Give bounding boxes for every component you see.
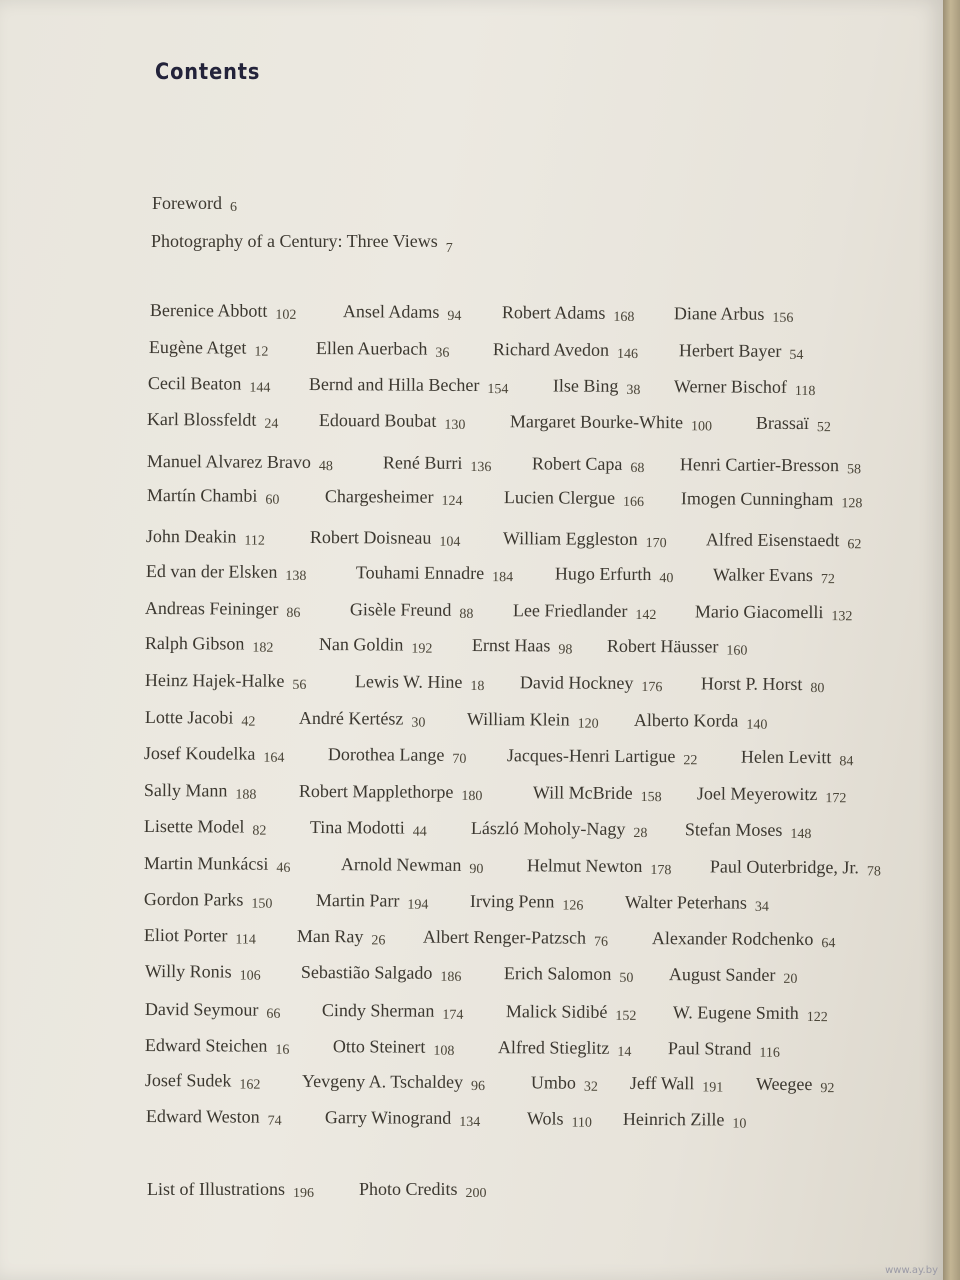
photographer-name: Alberto Korda xyxy=(633,709,739,731)
page-number: 146 xyxy=(616,346,639,362)
page-number: 94 xyxy=(447,308,462,324)
page-number: 140 xyxy=(746,717,768,733)
page-number: 142 xyxy=(635,607,657,624)
toc-entry xyxy=(328,744,467,766)
photographer-name: Alfred Stieglitz xyxy=(497,1037,610,1058)
photographer-name: Jeff Wall xyxy=(629,1072,695,1094)
photographer-name: Lewis W. Hine xyxy=(354,671,463,692)
photographer-name: Bernd and Hilla Becher xyxy=(308,373,480,396)
photographer-name: Imogen Cunningham xyxy=(680,488,834,510)
photographer-name: Ansel Adams xyxy=(342,301,440,322)
photographer-name: Heinrich Zille xyxy=(622,1108,725,1130)
toc-entry xyxy=(532,453,645,475)
toc-entry xyxy=(350,599,474,621)
page-number: 34 xyxy=(754,899,769,915)
page-number: 72 xyxy=(820,572,835,588)
photographer-name: Sebastião Salgado xyxy=(300,961,433,983)
page-number: 50 xyxy=(619,970,634,986)
toc-entry xyxy=(680,454,861,476)
page-number: 88 xyxy=(459,606,474,622)
page-number: 14 xyxy=(617,1044,632,1060)
toc-entry xyxy=(299,781,483,803)
photographer-name: David Hockney xyxy=(519,672,634,693)
toc-entry xyxy=(674,303,794,325)
page-number: 86 xyxy=(286,605,301,621)
page-number: 148 xyxy=(790,826,812,843)
toc-entry xyxy=(149,337,269,359)
photographer-name: Otto Steinert xyxy=(332,1036,426,1057)
toc-entry xyxy=(697,783,847,805)
photographer-name: Albert Renger-Patzsch xyxy=(422,926,587,948)
toc-entry xyxy=(710,856,881,878)
toc-entry xyxy=(316,890,429,912)
photographer-name: Hugo Erfurth xyxy=(554,563,652,585)
toc-entry xyxy=(146,1106,282,1128)
page-number: 168 xyxy=(613,309,635,325)
page-number: 66 xyxy=(266,1006,281,1022)
photographer-name: Garry Winogrand xyxy=(324,1107,452,1128)
page-number: 108 xyxy=(433,1043,455,1059)
page-number: 186 xyxy=(440,969,462,985)
toc-entry-page: 200 xyxy=(465,1186,487,1201)
page-number: 122 xyxy=(806,1010,828,1026)
toc-entry xyxy=(527,1108,592,1129)
toc-entry xyxy=(145,598,301,620)
photographer-name: Touhami Ennadre xyxy=(355,562,485,584)
page-number: 92 xyxy=(820,1081,835,1097)
toc-entry xyxy=(630,1073,724,1095)
photographer-name: Robert Häusser xyxy=(606,635,719,657)
photographer-name: Diane Arbus xyxy=(673,303,765,324)
photographer-name: Will McBride xyxy=(532,782,633,803)
page-number: 194 xyxy=(407,897,429,913)
page-number: 178 xyxy=(650,863,672,879)
page-number: 138 xyxy=(285,568,307,584)
photographer-name: Mario Giacomelli xyxy=(694,601,824,623)
toc-entry xyxy=(674,376,816,398)
toc-entry xyxy=(343,301,462,323)
page-number: 64 xyxy=(821,936,836,952)
photographer-name: John Deakin xyxy=(145,525,237,547)
toc-entry xyxy=(333,1036,455,1058)
toc-entry xyxy=(383,452,492,474)
photographer-name: Berenice Abbott xyxy=(149,300,268,321)
page-number: 12 xyxy=(254,344,269,360)
toc-entry xyxy=(147,485,280,507)
page-number: 144 xyxy=(249,380,271,396)
toc-entry xyxy=(355,671,485,693)
toc-entry xyxy=(555,563,674,585)
photographer-name: Edward Steichen xyxy=(144,1034,268,1056)
page-number: 116 xyxy=(759,1045,780,1061)
photographer-name: Wols xyxy=(526,1108,564,1129)
page-number: 10 xyxy=(732,1116,747,1132)
photographer-name: Helmut Newton xyxy=(526,855,643,877)
toc-entry xyxy=(341,854,484,876)
photographer-name: Lucien Clergue xyxy=(503,487,616,508)
page-number: 98 xyxy=(558,642,573,658)
page-edge xyxy=(943,0,960,1280)
photographer-name: Cindy Sherman xyxy=(321,1000,435,1021)
toc-entry xyxy=(144,853,291,875)
toc-entry xyxy=(506,1001,637,1023)
toc-entry xyxy=(706,529,862,551)
toc-entry xyxy=(493,339,638,361)
toc-entry xyxy=(319,634,433,656)
page-number: 30 xyxy=(411,715,426,731)
toc-entry xyxy=(144,925,256,947)
toc-entry-title: Foreword xyxy=(152,193,222,213)
page-number: 38 xyxy=(626,382,641,398)
photographer-name: William Klein xyxy=(466,708,570,730)
toc-entry xyxy=(316,338,450,360)
photographer-name: Eugène Atget xyxy=(148,336,247,358)
photographer-name: Martín Chambi xyxy=(146,484,258,506)
toc-entry xyxy=(359,1179,487,1200)
page-number: 18 xyxy=(470,678,485,695)
photographer-name: Irving Penn xyxy=(469,890,555,912)
toc-entry xyxy=(502,302,635,324)
page-number: 96 xyxy=(470,1078,486,1095)
photographer-name: Walker Evans xyxy=(712,564,814,586)
page-number: 126 xyxy=(562,898,584,914)
toc-entry xyxy=(533,782,662,804)
photographer-name: Lotte Jacobi xyxy=(144,706,234,728)
toc-entry xyxy=(673,1002,828,1024)
photographer-name: Robert Adams xyxy=(501,302,606,323)
photographer-name: Lisette Model xyxy=(143,815,245,837)
toc-entry xyxy=(310,527,461,549)
toc-entry xyxy=(634,710,768,732)
page-number: 118 xyxy=(794,383,816,400)
toc-entry xyxy=(309,374,509,396)
page-number: 54 xyxy=(789,347,804,363)
page-number: 128 xyxy=(841,496,863,512)
toc-entry xyxy=(471,818,648,840)
toc-entry-page: 6 xyxy=(230,200,237,215)
toc-entry xyxy=(503,528,667,550)
page-number: 60 xyxy=(265,492,280,508)
toc-entry xyxy=(144,743,285,765)
toc-entry xyxy=(510,411,712,433)
toc-entry xyxy=(147,409,279,431)
toc-entry xyxy=(145,670,307,692)
photographer-name: Josef Sudek xyxy=(144,1069,232,1091)
photographer-name: Weegee xyxy=(755,1073,813,1095)
photographer-name: Walter Peterhans xyxy=(624,891,748,913)
toc-entry xyxy=(147,1179,314,1200)
page-number: 56 xyxy=(292,677,307,693)
page-number: 42 xyxy=(241,714,256,730)
toc-entry xyxy=(504,487,644,509)
photographer-name: Nan Goldin xyxy=(318,634,404,655)
photographer-name: Andreas Feininger xyxy=(144,597,279,619)
toc-entry xyxy=(423,927,608,949)
page-number: 184 xyxy=(492,570,514,586)
photographer-name: Sally Mann xyxy=(143,779,228,801)
toc-entry xyxy=(623,1109,747,1131)
photographer-name: David Seymour xyxy=(144,998,259,1020)
toc-entry xyxy=(756,1074,835,1095)
photographer-name: Heinz Hajek-Halke xyxy=(144,669,285,691)
photographer-name: Horst P. Horst xyxy=(700,673,803,694)
page-number: 158 xyxy=(640,789,662,806)
page-number: 28 xyxy=(633,825,648,842)
page-number: 104 xyxy=(439,534,461,550)
photographer-name: Henri Cartier-Bresson xyxy=(679,454,840,476)
photographer-name: Manuel Alvarez Bravo xyxy=(146,450,311,472)
page-number: 154 xyxy=(487,382,509,398)
photographer-name: René Burri xyxy=(382,452,463,473)
toc-entry xyxy=(652,928,836,950)
photographer-name: László Moholy-Nagy xyxy=(470,817,626,839)
photographer-name: Erich Salomon xyxy=(503,963,612,984)
page-number: 90 xyxy=(469,861,484,878)
toc-entry xyxy=(756,413,831,434)
page-number: 36 xyxy=(435,345,450,361)
toc-entry xyxy=(498,1037,632,1059)
photographer-name: Malick Sidibé xyxy=(505,1001,608,1022)
page-number: 191 xyxy=(702,1080,724,1096)
photographer-name: Richard Avedon xyxy=(492,339,610,360)
photographer-name: Yevgeny A. Tschaldey xyxy=(301,1070,464,1092)
watermark: www.ay.by xyxy=(885,1265,938,1276)
page-number: 48 xyxy=(318,459,333,475)
toc-entry xyxy=(299,708,426,730)
page-number: 164 xyxy=(263,750,285,766)
toc-entry xyxy=(669,964,798,986)
toc-entry-page: 196 xyxy=(293,1186,314,1201)
toc-entry xyxy=(310,817,427,839)
toc-entry-page: 7 xyxy=(445,241,453,256)
toc-entry xyxy=(467,709,599,731)
page-number: 76 xyxy=(593,934,609,950)
page-number: 100 xyxy=(690,419,713,435)
page-title: Contents xyxy=(155,60,261,85)
page-number: 110 xyxy=(571,1115,592,1131)
page-number: 82 xyxy=(252,823,267,839)
toc-entry xyxy=(356,562,513,584)
toc-entry xyxy=(553,375,641,397)
page-number: 156 xyxy=(772,310,794,326)
photographer-name: Umbo xyxy=(530,1072,576,1093)
toc-entry xyxy=(527,855,672,877)
toc-entry xyxy=(302,1071,485,1093)
toc-entry xyxy=(472,635,573,657)
toc-entry-title: Photo Credits xyxy=(359,1179,458,1199)
page-number: 182 xyxy=(252,640,274,656)
toc-entry xyxy=(151,231,453,256)
toc-entry xyxy=(625,892,769,914)
toc-entry xyxy=(668,1038,780,1060)
toc-entry xyxy=(145,1035,290,1057)
page-number: 188 xyxy=(235,787,257,803)
photographer-name: Alfred Eisenstaedt xyxy=(705,529,840,551)
toc-entry xyxy=(145,1070,261,1092)
photographer-name: Arnold Newman xyxy=(340,854,462,875)
page-number: 114 xyxy=(235,932,256,948)
page-number: 40 xyxy=(659,571,674,587)
toc-entry xyxy=(322,1000,464,1022)
page-number: 102 xyxy=(275,307,297,323)
page-number: 78 xyxy=(866,864,881,880)
toc-entry xyxy=(144,780,257,802)
photographer-name: W. Eugene Smith xyxy=(672,1002,799,1023)
photographer-name: Cecil Beaton xyxy=(147,372,242,394)
toc-entry xyxy=(681,488,863,510)
toc-entry xyxy=(147,451,333,473)
photographer-name: Ilse Bing xyxy=(552,375,619,396)
photographer-name: Ralph Gibson xyxy=(144,632,245,654)
toc-entry xyxy=(144,889,273,911)
toc-entry xyxy=(531,1072,598,1093)
photographer-name: André Kertész xyxy=(298,707,404,729)
toc-entry xyxy=(319,410,466,432)
page-number: 192 xyxy=(411,641,433,657)
photographer-name: Paul Strand xyxy=(667,1038,752,1059)
page-number: 166 xyxy=(622,494,645,511)
photographer-name: Lee Friedlander xyxy=(512,600,628,621)
photographer-name: Margaret Bourke-White xyxy=(509,411,684,433)
page-number: 22 xyxy=(683,753,698,769)
page-number: 106 xyxy=(239,968,261,984)
page-number: 150 xyxy=(251,896,273,912)
photographer-name: Alexander Rodchenko xyxy=(651,928,814,950)
toc-entry xyxy=(520,672,663,694)
page-number: 68 xyxy=(630,460,645,477)
toc-entry xyxy=(513,600,657,622)
page-number: 46 xyxy=(276,860,291,876)
page-number: 20 xyxy=(783,971,798,987)
photographer-name: Werner Bischof xyxy=(673,376,788,397)
toc-entry xyxy=(741,747,854,769)
toc-entry xyxy=(685,819,812,841)
photographer-name: Stefan Moses xyxy=(684,819,783,840)
page-number: 112 xyxy=(244,533,265,549)
page-number: 152 xyxy=(615,1008,637,1024)
page-number: 162 xyxy=(239,1077,261,1093)
toc-entry xyxy=(507,745,698,767)
page-number: 52 xyxy=(816,420,831,436)
page-number: 136 xyxy=(470,459,492,476)
photographer-name: Josef Koudelka xyxy=(143,742,256,764)
page-number: 32 xyxy=(583,1079,598,1095)
page-number: 24 xyxy=(264,416,279,432)
photographer-name: Chargesheimer xyxy=(324,486,434,507)
photographer-name: Willy Ronis xyxy=(144,960,232,982)
photographer-name: Edouard Boubat xyxy=(318,410,437,431)
toc-entry xyxy=(470,891,584,913)
toc-entry xyxy=(150,300,297,322)
page-number: 80 xyxy=(810,681,825,697)
photographer-name: Tina Modotti xyxy=(309,816,405,838)
photographer-name: Ernst Haas xyxy=(471,634,551,656)
photographer-name: Man Ray xyxy=(296,925,364,947)
page-number: 124 xyxy=(441,493,463,509)
photographer-name: Robert Mapplethorpe xyxy=(298,780,454,802)
page-number: 74 xyxy=(267,1113,282,1129)
toc-entry xyxy=(325,486,463,508)
page-number: 130 xyxy=(444,417,466,433)
photographer-name: Joel Meyerowitz xyxy=(696,783,818,805)
toc-entry xyxy=(146,526,265,548)
toc-entry xyxy=(679,340,804,362)
page-number: 58 xyxy=(846,462,862,478)
toc-entry xyxy=(713,564,835,586)
toc-entry xyxy=(145,999,281,1021)
photographer-name: Brassaï xyxy=(755,412,809,434)
toc-entry xyxy=(144,816,267,838)
photographer-name: Ed van der Elsken xyxy=(145,560,278,582)
toc-entry-title: Photography of a Century: Three Views xyxy=(151,231,438,251)
page-number: 70 xyxy=(452,751,467,767)
toc-entry xyxy=(504,963,634,985)
page-number: 172 xyxy=(825,791,847,807)
page-number: 16 xyxy=(275,1042,290,1058)
photographer-name: Ellen Auerbach xyxy=(315,338,428,359)
toc-entry xyxy=(152,193,237,214)
photographer-name: Karl Blossfeldt xyxy=(146,408,257,430)
photographer-name: Eliot Porter xyxy=(143,924,228,946)
page-number: 84 xyxy=(839,754,854,770)
photographer-name: Herbert Bayer xyxy=(678,340,782,361)
photographer-name: William Eggleston xyxy=(502,528,638,549)
page-number: 160 xyxy=(726,643,748,659)
page-number: 120 xyxy=(577,716,599,732)
page-number: 174 xyxy=(442,1007,464,1023)
toc-entry xyxy=(695,601,853,623)
photographer-name: Gisèle Freund xyxy=(349,599,452,620)
toc-entry xyxy=(701,673,825,695)
photographer-name: Edward Weston xyxy=(145,1105,260,1127)
toc-entry xyxy=(297,926,386,948)
toc-entry xyxy=(607,636,748,658)
toc-entry xyxy=(145,633,274,655)
photographer-name: August Sander xyxy=(668,964,776,985)
photographer-name: Gordon Parks xyxy=(143,888,244,910)
photographer-name: Martin Parr xyxy=(315,890,400,911)
toc-entry xyxy=(145,961,261,983)
page-number: 170 xyxy=(645,536,667,552)
toc-entry xyxy=(145,707,256,729)
page-number: 26 xyxy=(371,933,386,949)
toc-entry xyxy=(148,373,271,395)
page-number: 62 xyxy=(847,537,862,553)
page-number: 134 xyxy=(459,1114,481,1131)
toc-entry xyxy=(301,962,462,984)
toc-entry xyxy=(146,561,307,583)
toc-entry xyxy=(325,1107,481,1129)
page-number: 44 xyxy=(412,824,427,840)
page-number: 176 xyxy=(641,680,663,696)
photographer-name: Robert Doisneau xyxy=(309,526,432,548)
photographer-name: Dorothea Lange xyxy=(327,744,445,765)
photographer-name: Helen Levitt xyxy=(740,746,832,768)
page-number: 180 xyxy=(461,788,483,805)
photographer-name: Paul Outerbridge, Jr. xyxy=(709,856,859,878)
photographer-name: Jacques-Henri Lartigue xyxy=(506,745,676,767)
page-number: 132 xyxy=(831,609,853,625)
photographer-name: Martin Munkácsi xyxy=(143,852,269,874)
toc-entry-title: List of Illustrations xyxy=(147,1179,285,1199)
photographer-name: Robert Capa xyxy=(531,453,623,474)
